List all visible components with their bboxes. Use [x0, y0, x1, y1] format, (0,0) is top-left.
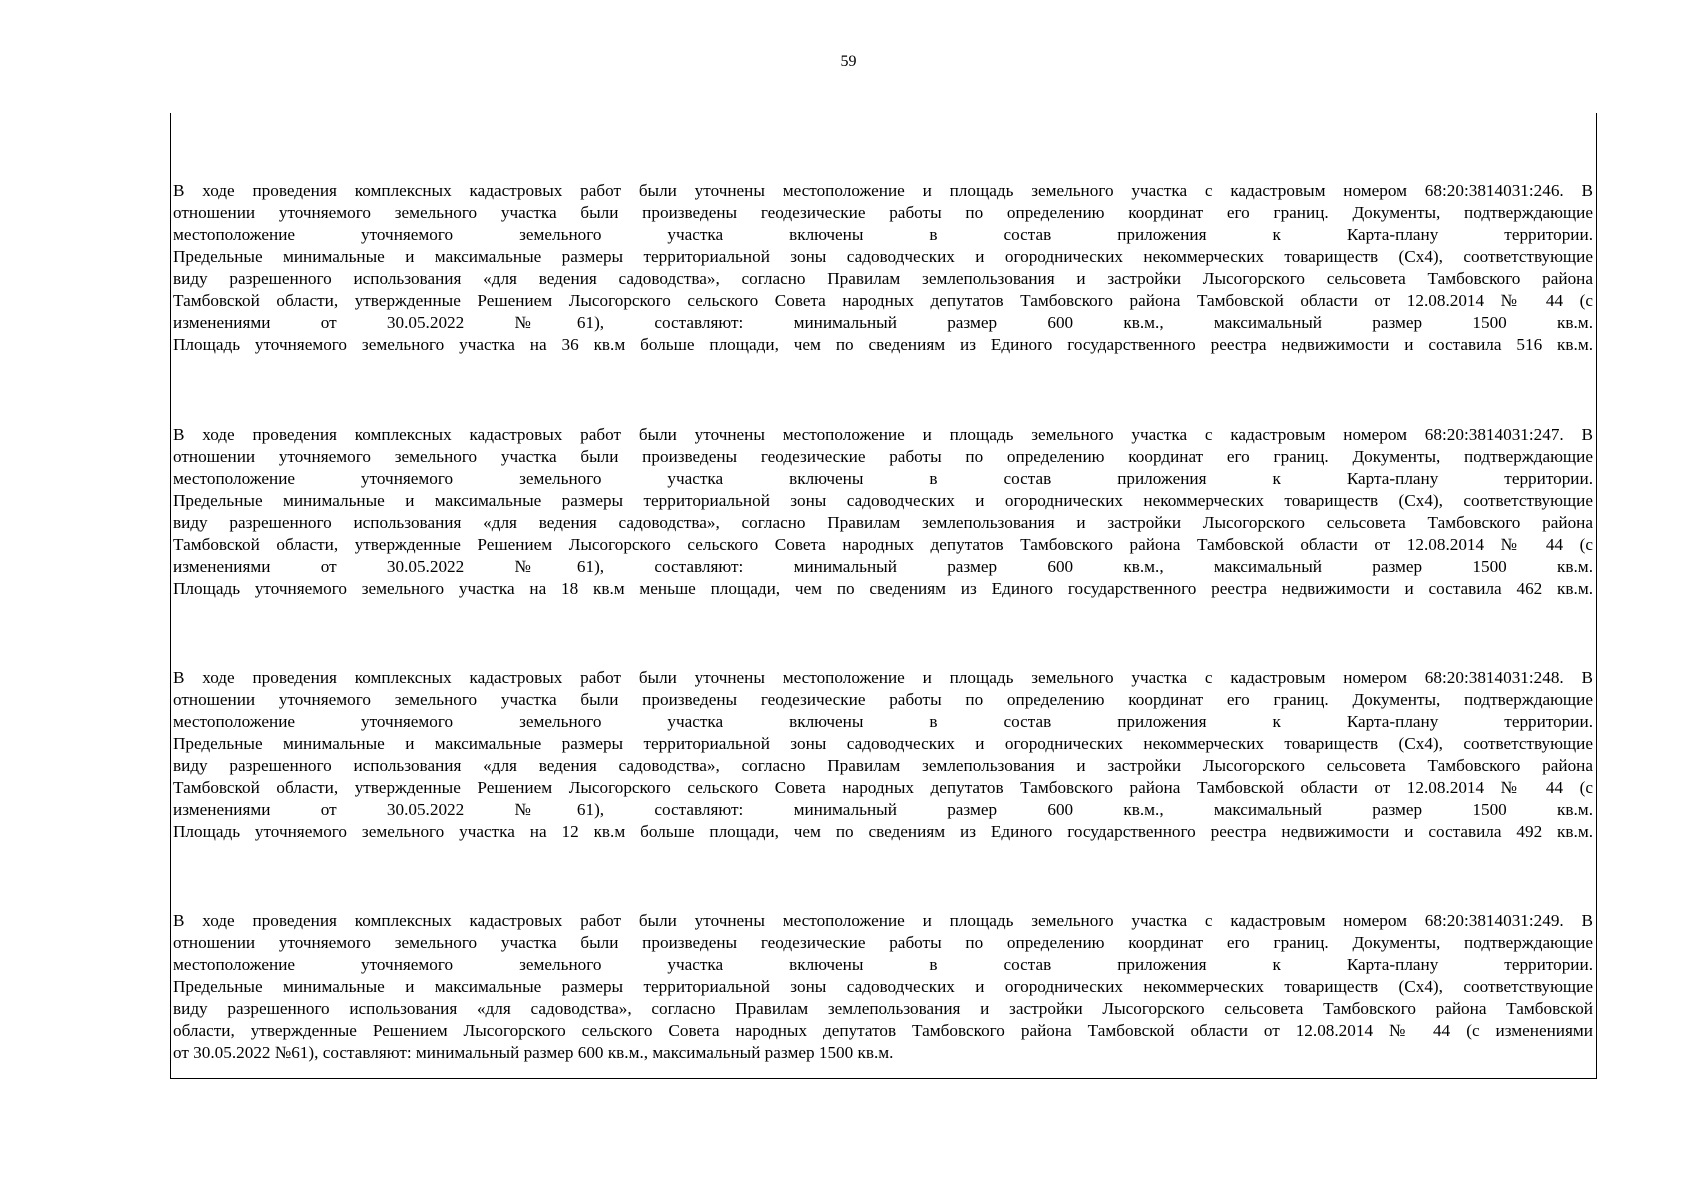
paragraph-line: изменениями от 30.05.2022 №61), составляют: минимальный размер 600 кв.м., максимальный размер 1500 кв.м. — [173, 557, 1593, 576]
page-number: 59 — [840, 53, 857, 70]
paragraph-line: Предельные минимальные и максимальные размеры территориальной зоны садоводческих и огороднических некоммерческих товариществ (Сх4), соответствующие — [173, 734, 1593, 753]
paragraph-line: Площадь уточняемого земельного участка на 18 кв.м меньше площади, чем по сведениям из Единого государственного реестра недвижимости и составила 462 кв.м. — [173, 579, 1593, 598]
paragraph-line: В ходе проведения комплексных кадастровых работ были уточнены местоположение и площадь земельного участка с кадастровым номером 68:20:3814031:246. В — [173, 181, 1593, 200]
paragraph-line: виду разрешенного использования «для ведения садоводства», согласно Правилам землепользования и застройки Лысогорского сельсовета Тамбовского района — [173, 513, 1593, 532]
paragraph-line: Предельные минимальные и максимальные размеры территориальной зоны садоводческих и огороднических некоммерческих товариществ (Сх4), соответствующие — [173, 977, 1593, 996]
paragraph-line: виду разрешенного использования «для садоводства», согласно Правилам землепользования и застройки Лысогорского сельсовета Тамбовского района Тамбовской — [173, 999, 1593, 1018]
paragraph-line: изменениями от 30.05.2022 №61), составляют: минимальный размер 600 кв.м., максимальный размер 1500 кв.м. — [173, 800, 1593, 819]
paragraph-line: отношении уточняемого земельного участка были произведены геодезические работы по определению координат его границ. Документы, подтверждающие — [173, 203, 1593, 222]
paragraph-line: отношении уточняемого земельного участка были произведены геодезические работы по определению координат его границ. Документы, подтверждающие — [173, 447, 1593, 466]
paragraph-line: от 30.05.2022 №61), составляют: минимальный размер 600 кв.м., максимальный размер 1500 кв.м. — [173, 1043, 894, 1062]
paragraph-line: местоположение уточняемого земельного участка включены в состав приложения к Карта-плану территории. — [173, 225, 1593, 244]
paragraph-plot-249 — [173, 910, 1593, 1064]
paragraph-line: В ходе проведения комплексных кадастровых работ были уточнены местоположение и площадь земельного участка с кадастровым номером 68:20:3814031:247. В — [173, 425, 1593, 444]
paragraph-line: виду разрешенного использования «для ведения садоводства», согласно Правилам землепользования и застройки Лысогорского сельсовета Тамбовского района — [173, 269, 1593, 288]
paragraph-plot-248 — [173, 667, 1593, 843]
paragraph-line: Площадь уточняемого земельного участка на 36 кв.м больше площади, чем по сведениям из Единого государственного реестра недвижимости и составила 516 кв.м. — [173, 335, 1593, 354]
paragraph-line: местоположение уточняемого земельного участка включены в состав приложения к Карта-плану территории. — [173, 712, 1593, 731]
paragraph-line: области, утвержденные Решением Лысогорского сельского Совета народных депутатов Тамбовского района Тамбовской области от 12.08.2014 № 44 (с изменениями — [173, 1021, 1593, 1040]
paragraph-line: изменениями от 30.05.2022 №61), составляют: минимальный размер 600 кв.м., максимальный размер 1500 кв.м. — [173, 313, 1593, 332]
paragraph-line: Предельные минимальные и максимальные размеры территориальной зоны садоводческих и огороднических некоммерческих товариществ (Сх4), соответствующие — [173, 247, 1593, 266]
paragraph-plot-246 — [173, 180, 1593, 356]
paragraph-line: местоположение уточняемого земельного участка включены в состав приложения к Карта-плану территории. — [173, 955, 1593, 974]
paragraph-line: В ходе проведения комплексных кадастровых работ были уточнены местоположение и площадь земельного участка с кадастровым номером 68:20:3814031:249. В — [173, 911, 1593, 930]
paragraph-line: отношении уточняемого земельного участка были произведены геодезические работы по определению координат его границ. Документы, подтверждающие — [173, 933, 1593, 952]
paragraph-line: Площадь уточняемого земельного участка на 12 кв.м больше площади, чем по сведениям из Единого государственного реестра недвижимости и составила 492 кв.м. — [173, 822, 1593, 841]
paragraph-plot-247 — [173, 424, 1593, 600]
paragraph-line: Тамбовской области, утвержденные Решением Лысогорского сельского Совета народных депутатов Тамбовского района Тамбовской области от 12.08.2014 № 44 (с — [173, 535, 1593, 554]
paragraph-line: Предельные минимальные и максимальные размеры территориальной зоны садоводческих и огороднических некоммерческих товариществ (Сх4), соответствующие — [173, 491, 1593, 510]
paragraph-line: виду разрешенного использования «для ведения садоводства», согласно Правилам землепользования и застройки Лысогорского сельсовета Тамбовского района — [173, 756, 1593, 775]
paragraph-line: В ходе проведения комплексных кадастровых работ были уточнены местоположение и площадь земельного участка с кадастровым номером 68:20:3814031:248. В — [173, 668, 1593, 687]
paragraph-line: местоположение уточняемого земельного участка включены в состав приложения к Карта-плану территории. — [173, 469, 1593, 488]
paragraph-line: Тамбовской области, утвержденные Решением Лысогорского сельского Совета народных депутатов Тамбовского района Тамбовской области от 12.08.2014 № 44 (с — [173, 778, 1593, 797]
paragraph-line: Тамбовской области, утвержденные Решением Лысогорского сельского Совета народных депутатов Тамбовского района Тамбовской области от 12.08.2014 № 44 (с — [173, 291, 1593, 310]
paragraph-line: отношении уточняемого земельного участка были произведены геодезические работы по определению координат его границ. Документы, подтверждающие — [173, 690, 1593, 709]
